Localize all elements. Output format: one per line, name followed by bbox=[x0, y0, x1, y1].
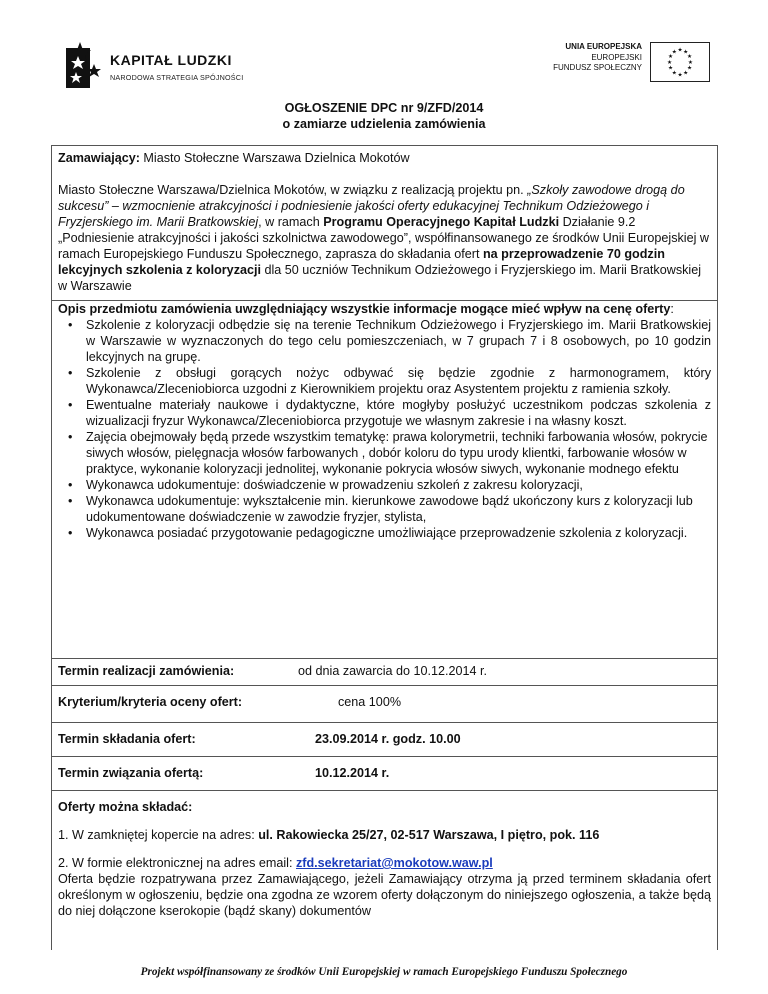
oferty-item-1 bbox=[58, 827, 711, 843]
row-termin-skladania bbox=[51, 722, 718, 757]
svg-text:★: ★ bbox=[677, 47, 683, 54]
intro-paragraph bbox=[58, 182, 711, 294]
realizacja-label: Termin realizacji zamówienia: bbox=[58, 664, 235, 678]
logo-subtitle: NARODOWA STRATEGIA SPÓJNOŚCI bbox=[110, 73, 244, 82]
eu-line1: UNIA EUROPEJSKA bbox=[565, 42, 642, 51]
skladanie-value: 23.09.2014 r. godz. 10.00 bbox=[315, 732, 461, 746]
section-opis bbox=[51, 300, 718, 658]
svg-text:★: ★ bbox=[666, 59, 673, 66]
svg-text:★: ★ bbox=[677, 72, 683, 79]
eu-line3: FUNDUSZ SPOŁECZNY bbox=[553, 63, 642, 72]
zwiazanie-value: 10.12.2014 r. bbox=[315, 766, 390, 780]
eu-flag-icon bbox=[650, 42, 710, 82]
row-termin-realizacji bbox=[51, 658, 718, 686]
eu-logo bbox=[525, 42, 710, 82]
kapital-ludzki-logo bbox=[58, 42, 248, 90]
svg-text:★: ★ bbox=[671, 49, 677, 56]
kapital-ludzki-stars-icon bbox=[58, 42, 106, 90]
svg-text:★: ★ bbox=[687, 59, 694, 66]
intro-c: , w ramach bbox=[258, 215, 324, 229]
svg-text:★: ★ bbox=[686, 65, 693, 72]
announcement-heading bbox=[0, 100, 768, 132]
list-item: • Ewentualne materiały naukowe i dydaktyczne, które mogłyby posłużyć uczestnikom podczas szkolenia z wizualizacji fryzur Wykonawca/Zleceniobiorca przygotuje we własnym zakresie i na własny koszt. bbox=[86, 397, 711, 429]
zamawiajacy-label: Zamawiający: bbox=[58, 151, 140, 165]
item2-text: 2. W formie elektronicznej na adres email: bbox=[58, 856, 296, 870]
row-termin-zwiazania bbox=[51, 756, 718, 791]
list-item: • Zajęcia obejmowały będą przede wszystkim tematykę: prawa kolorymetrii, techniki farbowania włosów, pokrycie siwych włosów, pielęgnacja włosów farbowanych , dobór koloru do typu urody klientki, farbowanie włosów w praktyce, wykonanie koloryzacji jednolitej, wykonanie pokrycia włosów siwych, wykonanie modnego efektu bbox=[86, 429, 711, 477]
zwiazanie-label: Termin związania ofertą: bbox=[58, 766, 204, 780]
list-item: • Szkolenie z obsługi gorących nożyc odbywać się będzie zgodnie z harmonogramem, który Wykonawca/Zleceniobiorca uzgodni z Kierownikiem projektu oraz Asystentem projektu z ramienia szkoły. bbox=[86, 365, 711, 397]
intro-e: Działanie 9.2 „Podniesienie atrakcyjności i jakości szkolnictwa zawodowego”, współfinansowanego ze środków Unii Europejskiej w ramach Europejskiego Funduszu Społecznego, zaprasza do składania ofert bbox=[58, 215, 709, 261]
intro-scope: na przeprowadzenie 70 godzin lekcyjnych szkolenia z koloryzacji bbox=[58, 247, 665, 277]
eu-line2: EUROPEJSKI bbox=[591, 52, 642, 62]
svg-text:★: ★ bbox=[683, 49, 689, 56]
intro-g: dla 50 uczniów Technikum Odzieżowego i Fryzjerskiego im. Marii Bratkowskiej w Warszawie bbox=[58, 263, 702, 293]
oferty-label: Oferty można składać: bbox=[58, 800, 193, 814]
svg-text:★: ★ bbox=[686, 54, 693, 61]
footer: Projekt współfinansowany ze środków Unii Europejskiej w ramach Europejskiego Funduszu Społecznego bbox=[140, 966, 628, 978]
opis-colon: : bbox=[670, 302, 674, 316]
zamawiajacy-value: Miasto Stołeczne Warszawa Dzielnica Mokotów bbox=[139, 151, 410, 165]
list-item: • Wykonawca udokumentuje: wykształcenie min. kierunkowe zawodowe bądź ukończony kurs z koloryzacji lub udokumentowane doświadczenie w zawodzie fryzjer, stylista, bbox=[86, 493, 711, 525]
heading-line1: OGŁOSZENIE DPC nr 9/ZFD/2014 bbox=[284, 101, 484, 115]
row-kryterium bbox=[51, 685, 718, 723]
oferty-item-2 bbox=[58, 855, 711, 871]
heading-line2: o zamiarze udzielenia zamówienia bbox=[282, 117, 486, 131]
realizacja-value: od dnia zawarcia do 10.12.2014 r. bbox=[298, 664, 488, 678]
svg-text:★: ★ bbox=[667, 54, 674, 61]
item1-text: 1. W zamkniętej kopercie na adres: bbox=[58, 828, 259, 842]
logo-title: KAPITAŁ LUDZKI bbox=[110, 52, 232, 68]
kryterium-value: cena 100% bbox=[338, 695, 402, 709]
skladanie-label: Termin składania ofert: bbox=[58, 732, 196, 746]
svg-text:★: ★ bbox=[667, 65, 674, 72]
list-item: • Wykonawca udokumentuje: doświadczenie w prowadzeniu szkoleń z zakresu koloryzacji, bbox=[86, 477, 711, 493]
intro-program: Programu Operacyjnego Kapitał Ludzki bbox=[323, 215, 560, 229]
intro-a: Miasto Stołeczne Warszawa/Dzielnica Mokotów, w związku z realizacją projektu pn. bbox=[58, 183, 528, 197]
svg-text:★: ★ bbox=[671, 70, 677, 77]
item1-address: ul. Rakowiecka 25/27, 02-517 Warszawa, I piętro, pok. 116 bbox=[258, 828, 600, 842]
kryterium-label: Kryterium/kryteria oceny ofert: bbox=[58, 695, 243, 709]
opis-bullet-list bbox=[86, 317, 711, 541]
section-zamawiajacy bbox=[51, 145, 718, 301]
section-oferty bbox=[51, 790, 718, 950]
oferty-note: Oferta będzie rozpatrywana przez Zamawiającego, jeżeli Zamawiający otrzyma ją przed terminem składania ofert określonym w ogłoszeniu, będzie ona zgodna ze wzorem oferty dołączonym do niniejszego ogłoszenia, a także będą do niej dołączone kserokopie (bądź skany) dokumentów bbox=[58, 872, 711, 918]
intro-project-name: „Szkoły zawodowe drogą do sukcesu” – wzmocnienie atrakcyjności i podniesienie jakości oferty edukacyjnej Technikum Odzieżowego i Fryzjerskiego im. Marii Bratkowskiej bbox=[58, 183, 685, 229]
list-item: • Szkolenie z koloryzacji odbędzie się na terenie Technikum Odzieżowego i Fryzjerskiego im. Marii Bratkowskiej w Warszawie w wyznaczonych do tego celu pomieszczeniach, w 7 grupach 7 i 8 osobowych, po 10 godzin lekcyjnych na grupę. bbox=[86, 317, 711, 365]
opis-label: Opis przedmiotu zamówienia uwzględniający wszystkie informacje mogące mieć wpływ na cenę oferty bbox=[58, 302, 671, 316]
list-item: • Wykonawca posiadać przygotowanie pedagogiczne umożliwiające przeprowadzenie szkolenia z koloryzacji. bbox=[86, 525, 711, 541]
eu-logo-text bbox=[553, 42, 642, 74]
svg-text:★: ★ bbox=[683, 70, 689, 77]
email-link[interactable]: zfd.sekretariat@mokotow.waw.pl bbox=[295, 856, 493, 870]
